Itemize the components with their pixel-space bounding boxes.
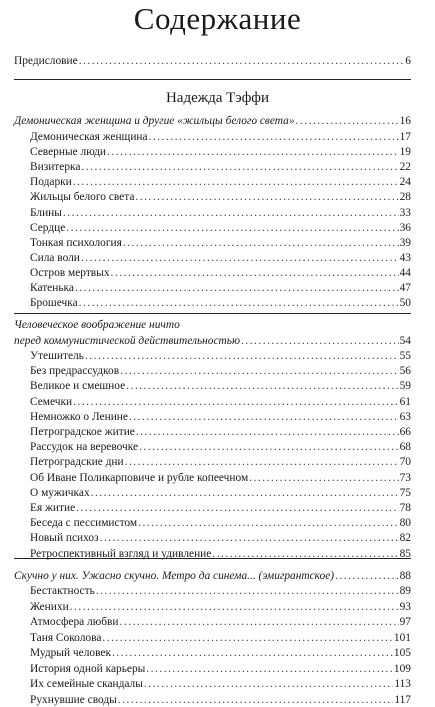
toc-entry-title: Мудрый человек xyxy=(30,647,111,659)
toc-entry-title: Рассудок на веревочке xyxy=(30,441,139,454)
dot-leader xyxy=(111,267,399,280)
toc-entry[interactable] xyxy=(30,297,411,310)
toc-entry[interactable] xyxy=(30,350,411,363)
toc-entry-title: Женихи xyxy=(30,600,69,613)
toc-entry-page: 89 xyxy=(399,585,411,597)
dot-leader xyxy=(85,350,399,363)
toc-entry-page: 80 xyxy=(399,517,411,530)
toc-entry[interactable] xyxy=(30,678,411,691)
toc-entry-title: Атмосфера любви xyxy=(30,616,119,628)
toc-entry-page: 63 xyxy=(399,410,411,423)
toc-entry-page: 68 xyxy=(399,441,411,454)
dot-leader xyxy=(144,678,393,691)
section-page: 88 xyxy=(399,570,411,582)
toc-entry-title: Тонкая психология xyxy=(30,236,122,249)
toc-entry[interactable] xyxy=(30,456,411,469)
dot-leader xyxy=(120,365,399,378)
section-heading-1[interactable] xyxy=(14,115,411,128)
dot-leader xyxy=(120,616,399,629)
dot-leader xyxy=(81,252,399,265)
dot-leader xyxy=(81,161,398,174)
toc-entry-page: 33 xyxy=(399,206,411,219)
toc-entry[interactable] xyxy=(30,517,411,530)
section-title-line-1: Человеческое воображение ничто xyxy=(14,319,180,331)
toc-entry-title: Блины xyxy=(30,206,62,219)
toc-entry-page: 6 xyxy=(405,55,411,67)
toc-entry[interactable] xyxy=(30,426,411,439)
dot-leader xyxy=(249,472,398,485)
toc-entry[interactable] xyxy=(30,365,411,378)
divider xyxy=(14,313,411,314)
toc-entry-page: 101 xyxy=(393,631,411,644)
dot-leader xyxy=(73,396,398,409)
author-heading: Надежда Тэффи xyxy=(165,90,270,106)
toc-entry-page: 97 xyxy=(399,616,411,628)
toc-entry[interactable] xyxy=(30,532,411,545)
toc-entry[interactable] xyxy=(30,632,411,645)
dot-leader xyxy=(139,441,399,454)
dot-leader xyxy=(76,502,398,515)
toc-entry[interactable] xyxy=(30,207,411,220)
dot-leader xyxy=(96,585,399,598)
toc-entry-title: Утешитель xyxy=(30,350,84,362)
dot-leader xyxy=(125,456,399,469)
dot-leader xyxy=(126,380,398,393)
toc-entry-title: Жильцы белого света xyxy=(30,191,135,204)
toc-entry[interactable] xyxy=(30,282,411,295)
toc-entry-title: Остров мертвых xyxy=(30,266,110,279)
toc-entry[interactable] xyxy=(30,487,411,500)
toc-entry[interactable] xyxy=(30,131,411,144)
toc-entry-page: 109 xyxy=(393,662,411,675)
section-page: 16 xyxy=(399,115,411,127)
toc-entry[interactable] xyxy=(30,585,411,598)
toc-entry-title: Сила воли xyxy=(30,251,80,264)
toc-entry-title: Подарки xyxy=(30,176,72,189)
toc-entry[interactable] xyxy=(30,647,411,660)
toc-entry-page: 44 xyxy=(399,266,411,279)
toc-entry-page: 82 xyxy=(399,532,411,545)
toc-entry[interactable] xyxy=(30,176,411,189)
toc-entry-page: 24 xyxy=(399,176,411,189)
toc-entry-title: Новый психоз xyxy=(30,532,99,545)
dot-leader xyxy=(123,237,399,250)
dot-leader xyxy=(63,207,399,220)
toc-entry[interactable] xyxy=(30,237,411,250)
toc-entry[interactable] xyxy=(30,601,411,614)
dot-leader xyxy=(129,411,399,424)
toc-entry-title: Бестактность xyxy=(30,585,95,597)
toc-entry-title: Петроградские дни xyxy=(30,456,124,469)
toc-entry-page: 105 xyxy=(393,647,411,659)
dot-leader xyxy=(73,176,399,189)
toc-entry-title: Брошечка xyxy=(30,297,78,310)
section-page: 54 xyxy=(399,335,411,347)
toc-entry-title: Семечки xyxy=(30,395,73,408)
dot-leader xyxy=(79,55,405,68)
dot-leader xyxy=(112,647,393,660)
toc-entry-page: 56 xyxy=(399,365,411,378)
section-title: Скучно у них. Ужасно скучно. Метро да синема... (эмигрантское) xyxy=(14,570,335,582)
dot-leader xyxy=(75,282,399,295)
toc-entry-title: Беседа с пессимистом xyxy=(30,517,138,530)
toc-entry-page: 73 xyxy=(399,471,411,484)
toc-entry[interactable] xyxy=(30,548,411,561)
toc-entry[interactable] xyxy=(30,472,411,485)
toc-entry-title: Немножко о Ленине xyxy=(30,410,128,423)
section-title: Демоническая женщина и другие «жильцы белого света» xyxy=(14,115,295,127)
toc-entry[interactable] xyxy=(30,267,411,280)
toc-entry-title: Ея житие xyxy=(30,502,76,514)
toc-entry-title: Северные люди xyxy=(30,146,107,159)
dot-leader xyxy=(91,487,399,500)
toc-entry-page: 113 xyxy=(394,678,411,690)
dot-leader xyxy=(136,426,399,439)
toc-entry[interactable] xyxy=(30,502,411,515)
dot-leader xyxy=(102,632,393,645)
toc-entry-title: Катенька xyxy=(30,282,74,294)
toc-entry-page: 61 xyxy=(399,395,411,408)
toc-entry[interactable] xyxy=(30,161,411,174)
toc-entry-title: Рухнувшие своды xyxy=(30,693,117,706)
toc-entry-preface[interactable] xyxy=(14,55,411,68)
dot-leader xyxy=(138,517,399,530)
toc-entry[interactable] xyxy=(30,252,411,265)
toc-entry-page: 36 xyxy=(399,221,411,234)
toc-entry-title: Таня Соколова xyxy=(30,631,102,644)
toc-entry-page: 19 xyxy=(399,146,411,159)
toc-entry[interactable] xyxy=(30,222,411,235)
toc-entry-title: История одной карьеры xyxy=(30,662,146,675)
toc-entry-title: Об Иване Поликарповиче и рубле копеечном xyxy=(30,471,249,484)
toc-entry-title: Визитерка xyxy=(30,161,81,174)
toc-entry-page: 59 xyxy=(399,380,411,393)
toc-entry-page: 70 xyxy=(399,456,411,469)
dot-leader xyxy=(335,570,399,583)
section-heading-2[interactable] xyxy=(14,335,411,348)
toc-entry-title: Их семейные скандалы xyxy=(30,678,143,690)
toc-entry[interactable] xyxy=(30,616,411,629)
toc-entry[interactable] xyxy=(30,441,411,454)
toc-entry[interactable] xyxy=(30,380,411,393)
dot-leader xyxy=(79,297,399,310)
toc-entry-title: Демоническая женщина xyxy=(30,131,148,143)
dot-leader xyxy=(146,663,393,676)
toc-entry[interactable] xyxy=(30,694,411,707)
toc-entry-page: 50 xyxy=(399,297,411,310)
toc-entry-page: 55 xyxy=(399,350,411,362)
toc-entry-title: Ретроспективный взгляд и удивление xyxy=(30,547,212,560)
toc-entry-page: 85 xyxy=(399,547,411,560)
page-title: Содержание xyxy=(133,1,302,36)
section-title-line-2: перед коммунистической действительностью xyxy=(14,335,240,347)
dot-leader xyxy=(212,548,398,561)
toc-entry[interactable] xyxy=(30,191,411,204)
dot-leader xyxy=(70,601,399,614)
toc-entry-title: Без предрассудков xyxy=(30,365,120,378)
toc-entry-title: О мужичках xyxy=(30,486,90,499)
toc-entry-title: Великое и смешное xyxy=(30,380,126,393)
toc-entry-page: 17 xyxy=(399,131,411,143)
toc-entry-page: 22 xyxy=(399,161,411,174)
toc-entry-title: Предисловие xyxy=(14,55,78,67)
section-heading-3[interactable] xyxy=(14,570,411,583)
dot-leader xyxy=(100,532,399,545)
divider xyxy=(14,79,411,80)
toc-entry-title: Петроградское житие xyxy=(30,426,135,438)
toc-entry-page: 28 xyxy=(399,191,411,204)
dot-leader xyxy=(66,222,398,235)
toc-entry[interactable] xyxy=(30,146,411,159)
toc-entry[interactable] xyxy=(30,663,411,676)
dot-leader xyxy=(135,191,398,204)
toc-entry-page: 75 xyxy=(399,486,411,499)
toc-entry[interactable] xyxy=(30,396,411,409)
toc-entry[interactable] xyxy=(30,411,411,424)
toc-entry-page: 43 xyxy=(399,251,411,264)
toc-entry-page: 78 xyxy=(399,502,411,514)
toc-entry-page: 66 xyxy=(399,426,411,438)
dot-leader xyxy=(118,694,393,707)
toc-entry-page: 47 xyxy=(399,282,411,294)
toc-entry-page: 117 xyxy=(394,693,411,706)
toc-entry-page: 93 xyxy=(399,600,411,613)
dot-leader xyxy=(107,146,399,159)
dot-leader xyxy=(149,131,399,144)
dot-leader xyxy=(241,335,399,348)
toc-entry-page: 39 xyxy=(399,236,411,249)
toc-entry-title: Сердце xyxy=(30,221,66,234)
dot-leader xyxy=(296,115,399,128)
